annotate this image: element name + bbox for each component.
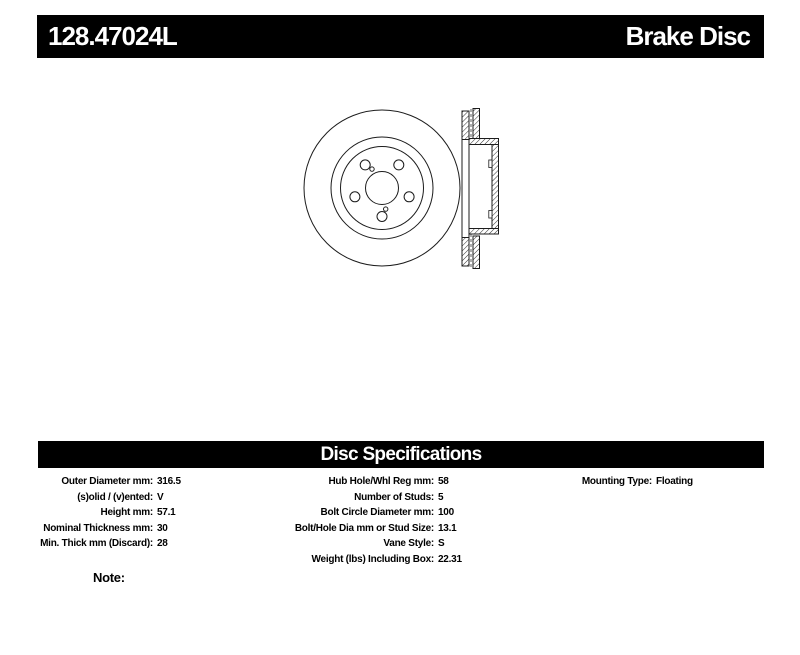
brake-disc-drawing <box>280 85 520 295</box>
stud-hole-section <box>489 211 492 219</box>
spec-label: Number of Studs: <box>354 491 434 503</box>
hat-bottom-flange <box>469 229 499 235</box>
spec-label: Mounting Type: <box>581 476 652 487</box>
spec-row <box>280 536 530 552</box>
inboard-plate-top <box>473 109 480 140</box>
title-bar <box>37 15 764 58</box>
spec-row <box>38 474 280 490</box>
hub-drum <box>492 145 499 229</box>
center-hub-hole <box>366 172 399 205</box>
disc-side-view <box>462 109 499 269</box>
spec-value: S <box>438 538 445 549</box>
spec-label: Bolt Circle Diameter mm: <box>320 507 434 518</box>
pin-hole <box>370 167 374 171</box>
spec-row <box>280 505 530 521</box>
spec-value: 30 <box>157 522 168 534</box>
spec-value: 13.1 <box>438 522 457 534</box>
spec-row <box>530 474 762 490</box>
spec-column-hub <box>280 474 530 567</box>
spec-row <box>38 521 280 537</box>
spec-label: Outer Diameter mm: <box>61 476 153 487</box>
stud-hole-section <box>489 160 492 168</box>
disc-outer-edge <box>304 110 460 266</box>
spec-row <box>38 536 280 552</box>
outboard-plate-hatch-bottom <box>462 238 469 267</box>
spec-label: Height mm: <box>100 507 153 518</box>
spec-column-mounting <box>530 474 762 490</box>
spec-label: Vane Style: <box>383 538 434 549</box>
stud-hole <box>394 160 404 170</box>
spec-value: 100 <box>438 507 454 518</box>
stud-hole <box>350 192 360 202</box>
spec-section-header <box>38 441 764 468</box>
inboard-plate-bottom <box>473 236 480 269</box>
spec-label: Weight (lbs) Including Box: <box>311 553 434 565</box>
spec-label: Min. Thick mm (Discard): <box>40 538 153 549</box>
spec-row <box>280 521 530 537</box>
spec-value: 57.1 <box>157 507 176 518</box>
friction-surface-inner-edge <box>331 137 433 239</box>
spec-section-title: Disc Specifications <box>320 443 482 465</box>
spec-row <box>280 552 530 568</box>
spec-value: 22.31 <box>438 553 462 565</box>
stud-hole <box>377 212 387 222</box>
disc-front-view <box>304 110 460 266</box>
stud-hole <box>404 192 414 202</box>
hub-flange-edge <box>341 147 424 230</box>
spec-row <box>280 474 530 490</box>
spec-value: 5 <box>438 491 444 503</box>
stud-hole <box>360 160 370 170</box>
spec-row <box>38 490 280 506</box>
pin-hole <box>384 207 388 211</box>
spec-value: 58 <box>438 476 449 487</box>
spec-row <box>280 490 530 506</box>
spec-value: Floating <box>656 476 693 487</box>
product-title: Brake Disc <box>625 21 750 51</box>
hat-top-flange <box>469 139 499 145</box>
spec-label: Bolt/Hole Dia mm or Stud Size: <box>294 522 434 534</box>
spec-label: Hub Hole/Whl Reg mm: <box>328 476 434 487</box>
spec-value: V <box>157 491 164 503</box>
spec-row <box>38 505 280 521</box>
spec-value: 316.5 <box>157 476 181 487</box>
part-number: 128.47024L <box>48 21 177 51</box>
note-label: Note: <box>93 570 125 585</box>
spec-label: Nominal Thickness mm: <box>43 522 153 534</box>
spec-column-dimensions <box>38 474 280 552</box>
spec-value: 28 <box>157 538 168 549</box>
spec-label: (s)olid / (v)ented: <box>77 491 153 503</box>
outboard-plate-hatch-top <box>462 111 469 140</box>
